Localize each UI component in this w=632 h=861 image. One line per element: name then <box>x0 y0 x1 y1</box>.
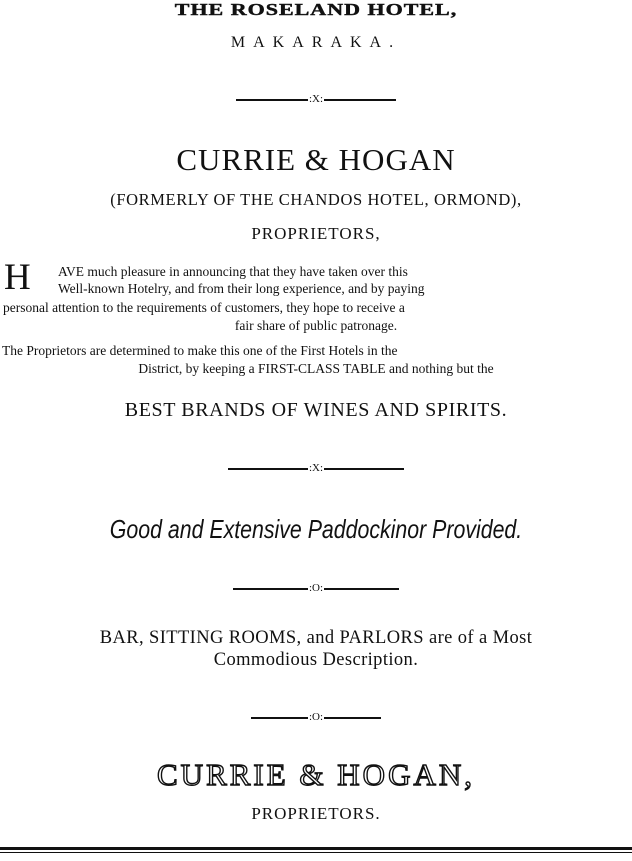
separator-rule <box>233 588 308 590</box>
announcement-line-2: Well-known Hotelry, and from their long experience, and by paying <box>58 281 425 296</box>
separator-1 <box>0 94 632 105</box>
place-name: MAKARAKA. <box>230 34 402 51</box>
proprietors-paragraph-line-2: District, by keeping a FIRST-CLASS TABLE and nothing but the <box>138 361 494 376</box>
separator-mark: :X: <box>308 93 324 105</box>
separator-rule <box>324 99 396 101</box>
separator-rule <box>324 468 404 470</box>
paddocking-notice: Good and Extensive Paddockinor Provided. <box>109 514 523 544</box>
separator-2 <box>0 463 632 474</box>
announcement-line-4: fair share of public patronage. <box>234 318 398 333</box>
separator-rule <box>236 99 308 101</box>
separator-4 <box>0 712 632 723</box>
announcement-line-1: AVE much pleasure in announcing that they have taken over this <box>58 264 408 279</box>
separator-rule <box>324 588 399 590</box>
announcement-line-3: personal attention to the requirements of customers, they hope to receive a <box>3 300 405 315</box>
separator-mark: :X: <box>308 462 324 474</box>
separator-mark: :O: <box>308 582 324 594</box>
separator-3 <box>0 583 632 594</box>
proprietors-label: PROPRIETORS, <box>251 224 381 243</box>
separator-rule <box>324 717 381 719</box>
footer-proprietors-label: PROPRIETORS. <box>251 804 381 823</box>
formerly-note: (FORMERLY OF THE CHANDOS HOTEL, ORMOND), <box>110 190 522 209</box>
separator-rule <box>251 717 308 719</box>
hotel-title: THE ROSELAND HOTEL, <box>174 0 458 19</box>
rooms-line-2: Commodious Description. <box>213 650 419 670</box>
proprietor-names-heading: CURRIE & HOGAN <box>176 142 456 177</box>
separator-mark: :O: <box>308 711 324 723</box>
drop-cap: H <box>4 257 31 298</box>
bottom-rule <box>0 847 632 850</box>
separator-rule <box>228 468 308 470</box>
footer-proprietor-names: CURRIE & HOGAN, <box>157 757 475 792</box>
bottom-rule-thin <box>0 852 632 853</box>
proprietors-paragraph-line-1: The Proprietors are determined to make this one of the First Hotels in the <box>2 343 398 358</box>
rooms-line-1: BAR, SITTING ROOMS, and PARLORS are of a Most <box>99 628 533 648</box>
best-brands-heading: BEST BRANDS OF WINES AND SPIRITS. <box>124 399 508 421</box>
